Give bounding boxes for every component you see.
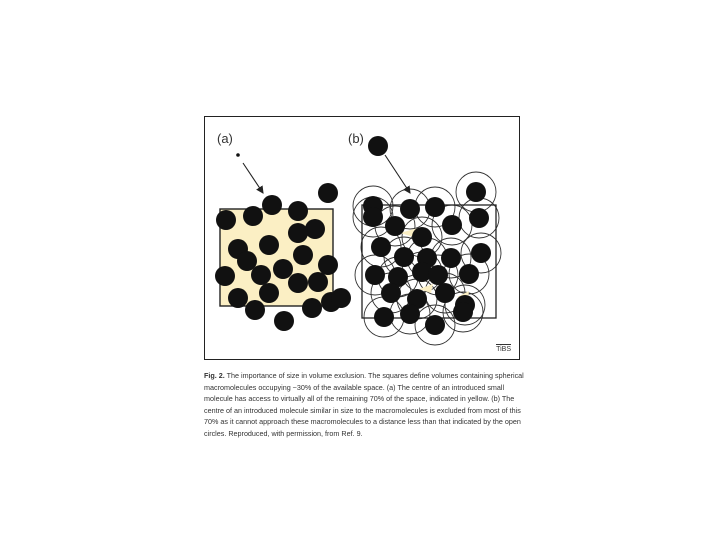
macromolecule-a-3 <box>318 183 338 203</box>
macromolecule-b-4 <box>466 182 486 202</box>
macromolecule-b-10 <box>371 237 391 257</box>
macromolecule-a-13 <box>251 265 271 285</box>
macromolecule-b-25 <box>400 304 420 324</box>
macromolecule-a-16 <box>308 272 328 292</box>
arrow-b <box>385 155 410 193</box>
macromolecule-b-8 <box>469 208 489 228</box>
macromolecule-a-17 <box>228 288 248 308</box>
macromolecule-a-15 <box>293 245 313 265</box>
macromolecule-b-13 <box>441 248 461 268</box>
macromolecule-b-18 <box>428 265 448 285</box>
macromolecule-b-11 <box>394 247 414 267</box>
macromolecule-a-24 <box>331 288 351 308</box>
introduced-macromolecule <box>368 136 388 156</box>
macromolecule-b-22 <box>435 283 455 303</box>
figure-caption <box>204 370 524 439</box>
macromolecule-b-6 <box>412 227 432 247</box>
macromolecule-a-2 <box>288 201 308 221</box>
macromolecule-a-23 <box>302 298 322 318</box>
macromolecule-b-26 <box>425 315 445 335</box>
arrow-a <box>243 163 263 193</box>
macromolecule-a-14 <box>273 259 293 279</box>
panel-a-label: (a) <box>217 131 233 146</box>
macromolecule-a-6 <box>305 219 325 239</box>
macromolecule-b-14 <box>471 243 491 263</box>
macromolecule-b-7 <box>442 215 462 235</box>
macromolecule-a-11 <box>215 266 235 286</box>
caption-text: The importance of size in volume exclusion. The squares define volumes containing spherical macromolecules occupying ~30% of the available space. (a) The centre of an introduced small molecule has access to virtually all of the remaining 70% of the space, indicated in yellow. (b) The centre of an introduced molecule similar in size to the macromolecules is excluded from most of this 70% as it cannot approach these macromolecules to a distance less than that indicated by the open circles. Reproduced, with permission, from Ref. 9. <box>204 371 524 438</box>
macromolecule-a-4 <box>216 210 236 230</box>
volume-exclusion-diagram <box>205 117 521 361</box>
macromolecule-a-19 <box>288 273 308 293</box>
macromolecule-b-27 <box>453 302 473 322</box>
macromolecule-b-3 <box>425 197 445 217</box>
macromolecule-a-18 <box>259 283 279 303</box>
macromolecule-b-19 <box>459 264 479 284</box>
macromolecule-a-10 <box>318 255 338 275</box>
figure-credit: TiBS <box>496 346 511 353</box>
macromolecule-b-24 <box>374 307 394 327</box>
macromolecule-a-1 <box>262 195 282 215</box>
macromolecule-a-9 <box>288 223 308 243</box>
small-molecule <box>236 153 240 157</box>
macromolecule-a-8 <box>259 235 279 255</box>
macromolecule-b-2 <box>400 199 420 219</box>
macromolecule-b-20 <box>381 283 401 303</box>
macromolecule-b-5 <box>385 216 405 236</box>
macromolecule-b-9 <box>363 207 383 227</box>
caption-number: Fig. 2. <box>204 371 225 380</box>
macromolecule-a-21 <box>274 311 294 331</box>
figure-panel <box>204 116 520 360</box>
panel-b-label: (b) <box>348 131 364 146</box>
macromolecule-a-5 <box>243 206 263 226</box>
macromolecule-a-22 <box>245 300 265 320</box>
macromolecule-b-15 <box>365 265 385 285</box>
